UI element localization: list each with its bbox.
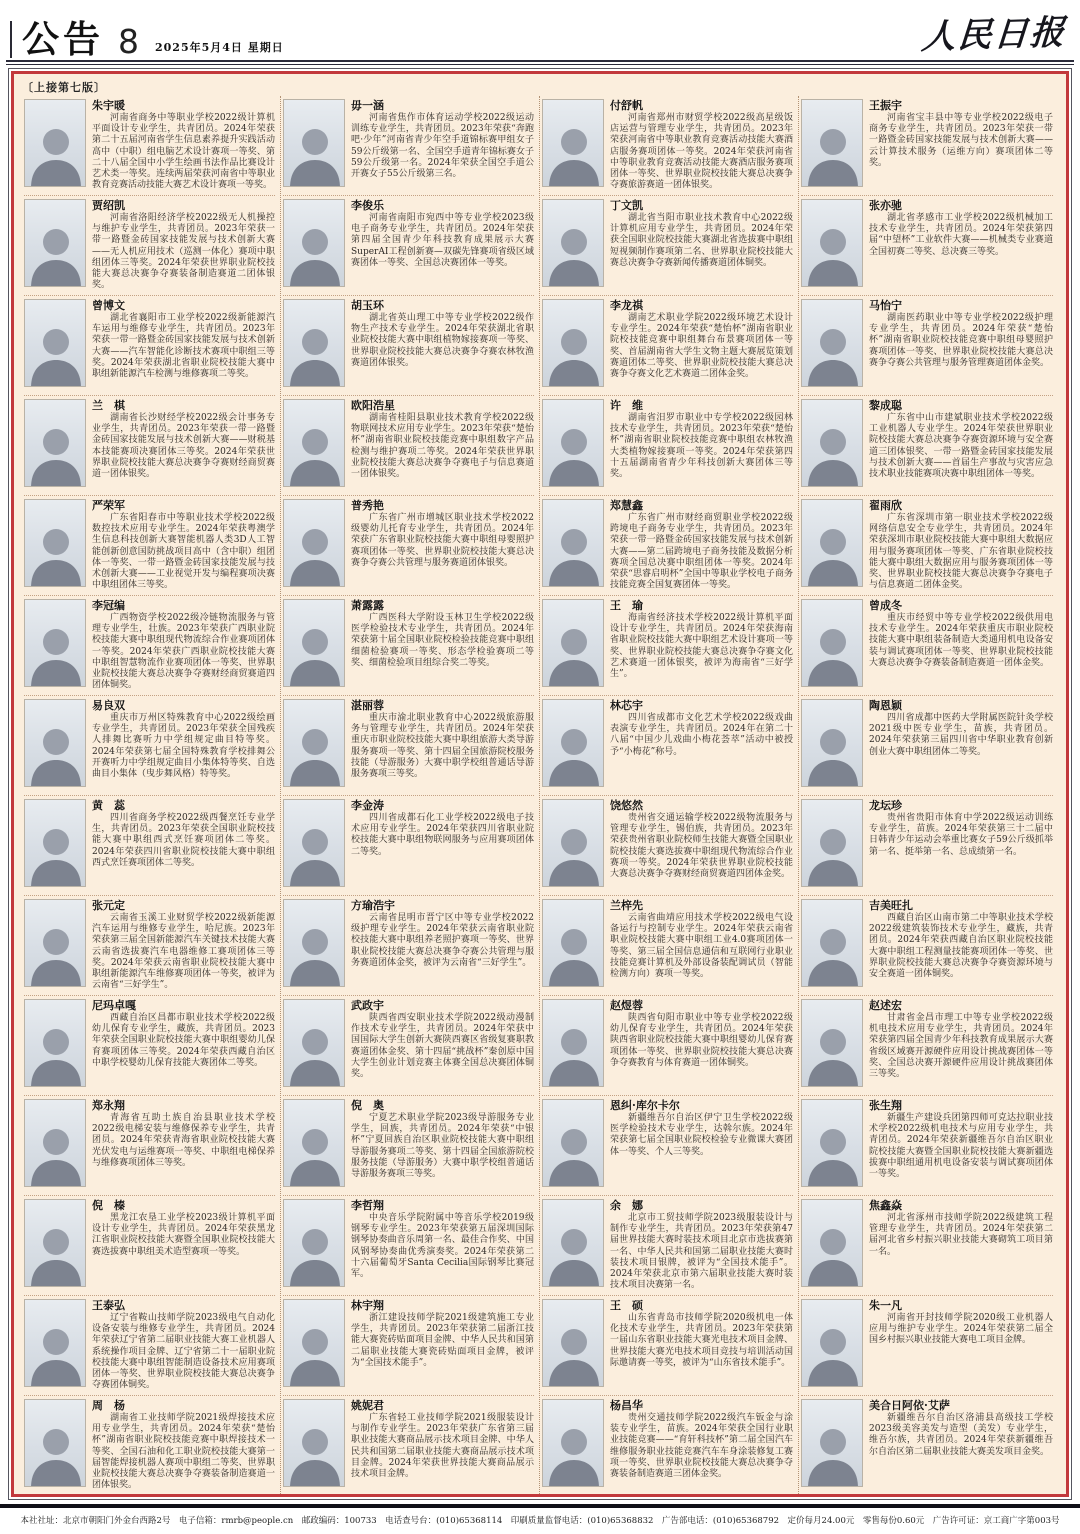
profile-name: 姚妮君 [351,1399,384,1412]
profile-text [869,799,1053,895]
profile-entry [542,796,793,896]
profile-name: 林宇翔 [351,1299,384,1312]
portrait-photo [283,199,345,287]
profile-text [351,99,534,195]
profile-name: 倪 奥 [351,1099,384,1112]
profile-text [869,1199,1053,1295]
profile-bio: 湖南艺术职业学院2022级环境艺术设计专业学生。2024年荣获“楚怡杯”湖南省职业院校技能竞赛中职组舞台布景赛项团体一等奖、首届湖南省大学生文物主题大赛展览策划赛道团体二等奖、世界职业院校技能大赛总决赛争夺赛文化艺术赛道二团体金奖。 [610,313,793,380]
column-2 [281,96,540,1496]
profile-name: 郑慧鑫 [610,499,643,512]
profile-bio: 陕西省旬阳市职业中等专业学校2022级幼儿保育专业学生，共青团员。2024年荣获陕西省职业院校技能大赛中职组婴幼儿保育赛项团体一等奖、世界职业院校技能大赛总决赛争夺赛教育与体育赛道一团体铜奖。 [610,1013,793,1068]
portrait-photo [283,99,345,187]
profile-bio: 湖南医药职业中等专业学校2022级护理专业学生，共青团员。2024年荣获“楚怡杯”湖南省职业院校技能竞赛中职组母婴照护赛项团体一等奖、世界职业院校技能大赛总决赛争夺赛公共管理与服务管理赛道团体金奖。 [869,313,1053,368]
profile-bio: 广东省中山市建斌职业技术学校2022级工业机器人专业学生。2024年荣获世界职业院校技能大赛总决赛争夺赛资源环境与安全赛道三团体银奖、一带一路暨金砖国家技能发展与技术创新大赛——首届生产事故与灾害应急技术职业技能赛项决赛中职组团体一等奖。 [869,413,1053,480]
profile-entry [801,496,1053,596]
portrait-photo [24,399,86,487]
profile-text [92,599,275,695]
portrait-photo [24,599,86,687]
profile-entry [24,296,275,396]
profile-text [869,299,1053,395]
profile-entry [542,496,793,596]
profile-name: 曾成冬 [869,599,902,612]
portrait-photo [801,299,863,387]
profile-bio: 云南省昆明市晋宁区中等专业学校2022级护理专业学生。2024年荣获云南省职业院校技能大赛中职组养老照护赛项一等奖、世界职业院校技能大赛总决赛争夺赛公共管理与服务赛道团体金奖，被评为云南省“三好学生”。 [351,913,534,968]
profile-bio: 重庆市渝北职业教育中心2022级旅游服务与管理专业学生，共青团员。2024年荣获重庆市职业院校技能大赛中职组旅游大类导游服务赛项一等奖、第十四届全国旅游院校服务技能（导游服务）大赛中职学校组普通话导游服务赛项三等奖。 [351,713,534,780]
profile-bio: 黑龙江农垦工业学校2023级计算机平面设计专业学生，共青团员。2024年荣获黑龙江省职业院校技能大赛暨全国职业院校技能大赛选拔赛中职组美术造型赛项一等奖。 [92,1213,275,1257]
profile-name: 欧阳浩星 [351,399,395,412]
profile-text [610,99,793,195]
portrait-photo [283,1199,345,1287]
portrait-photo [542,899,604,987]
profile-bio: 广东省广州市增城区职业技术学校2022级婴幼儿托育专业学生，共青团员。2024年荣获广东省职业院校技能大赛中职组母婴照护赛项团体一等奖、世界职业院校技能大赛总决赛争夺赛公共管理与服务赛道团体银奖。 [351,513,534,568]
profile-entry [24,896,275,996]
profile-text [92,1299,275,1395]
profile-text [351,299,534,395]
profile-text [351,999,534,1095]
profile-name: 胡玉环 [351,299,384,312]
profile-entry [283,596,534,696]
profile-text [610,499,793,595]
portrait-photo [542,1099,604,1187]
header-divider [6,60,1074,65]
profile-text [351,1399,534,1496]
profile-name: 兰梓先 [610,899,643,912]
portrait-photo [542,399,604,487]
portrait-photo [283,899,345,987]
profile-text [869,599,1053,695]
profile-name: 李龙祺 [610,299,643,312]
masthead-logo: 人民日报 [920,12,1068,58]
profile-name: 王泰弘 [92,1299,125,1312]
portrait-photo [24,199,86,287]
portrait-photo [24,799,86,887]
profile-text [869,499,1053,595]
profile-bio: 贵州省交通运输学校2022级物流服务与管理专业学生，锡伯族，共青团员。2023年荣获贵州省职业院校师生技能大赛暨全国职业院校技能大赛选拔赛中职组现代物流综合作业赛项一等奖。2024年荣获世界职业院校技能大赛总决赛争夺赛财经商贸赛道四团体金奖。 [610,813,793,880]
profile-entry [24,396,275,496]
profile-name: 王 硕 [610,1299,643,1312]
profile-bio: 广东省轻工业技师学院2021级服装设计与制作专业学生。2023年荣获广东省第三届职业技能大赛商品展示技术项目金牌、中华人民共和国第二届职业技能大赛商品展示技术项目金牌。2024年荣获世界技能大赛商品展示技术项目金牌。 [351,1413,534,1480]
profile-entry [542,696,793,796]
profile-bio: 新疆维吾尔自治区伊宁卫生学校2022级医学检验技术专业学生，达斡尔族。2024年荣获第七届全国职业院校检验专业微课大赛团体一等奖、个人三等奖。 [610,1113,793,1157]
portrait-photo [542,1299,604,1387]
profile-bio: 湖南省长沙财经学校2022级会计事务专业学生，共青团员。2023年荣获一带一路暨金砖国家技能发展与技术创新大赛——财税基本技能赛项决赛团体三等奖。2024年荣获世界职业院校技能大赛总决赛争夺赛财经商贸赛道一团体银奖。 [92,413,275,480]
profile-text [869,99,1053,195]
profile-name: 湛丽蓉 [351,699,384,712]
profile-text [92,799,275,895]
portrait-photo [542,99,604,187]
portrait-photo [801,1199,863,1287]
profile-entry [283,396,534,496]
profile-name: 周 杨 [92,1399,125,1412]
profile-name: 倪 榛 [92,1199,125,1212]
profile-bio: 新疆生产建设兵团第四师可克达拉职业技术学校2022级机电技术与应用专业学生，共青团员。2024年荣获新疆维吾尔自治区职业院校技能大赛暨全国职业院校技能大赛新疆选拔赛中职组通用机电设备安装与调试赛项团体一等奖。 [869,1113,1053,1180]
profile-text [92,99,275,195]
column-4 [799,96,1058,1496]
profile-bio: 甘肃省金昌市理工中等专业学校2022级机电技术应用专业学生，共青团员。2024年荣获第四届全国青少年科技教育成果展示大赛省级区域赛开源硬件应用设计挑战赛团体一等奖、全国总决赛开源硬件应用设计挑战赛团体三等奖。 [869,1013,1053,1080]
profile-text [869,1399,1053,1496]
profile-text [92,399,275,495]
profile-bio: 山东省青岛市技师学院2020级机电一体化技术专业学生，共青团员。2023年荣获第一届山东省职业技能大赛光电技术项目金牌、世界技能大赛光电技术项目竞技与培训活动国际邀请赛一等奖，被评为“山东省技术能手”。 [610,1313,793,1368]
profile-entry [801,1096,1053,1196]
profile-entry [24,696,275,796]
portrait-photo [801,499,863,587]
portrait-photo [801,799,863,887]
profile-name: 饶悠然 [610,799,643,812]
profile-text [92,699,275,795]
profile-name: 易良双 [92,699,125,712]
profile-text [351,799,534,895]
profile-entry [801,696,1053,796]
profile-bio: 广东省阳春市中等职业技术学校2022级数控技术应用专业学生。2024年荣获粤澳学生信息科技创新大赛智能机器人类3D人工智能创新创意国防挑战项目高中（含中职）组团体一等奖、一带一路暨金砖国家技能发展与技术创新大赛——工业视觉开发与编程赛项决赛中职组团体三等奖。 [92,513,275,591]
profile-bio: 广东省深圳市第一职业技术学校2022级网络信息安全专业学生，共青团员。2024年荣获深圳市职业院校技能大赛中职组大数据应用与服务赛项团体一等奖、广东省职业院校技能大赛中职组大数据应用与服务赛项团体一等奖、世界职业院校技能大赛总决赛争夺赛电子与信息赛道二团体金奖。 [869,513,1053,591]
profile-bio: 辽宁省鞍山技师学院2023级电气自动化设备安装与维修专业学生，共青团员。2024年荣获辽宁省第二届职业技能大赛工业机器人系统操作项目金牌、辽宁省第二十一届职业院校技能大赛中职组智能制造设备技术应用赛项团体一等奖、世界职业院校技能大赛总决赛争夺赛团体铜奖。 [92,1313,275,1391]
profile-text [351,399,534,495]
profile-text [610,299,793,395]
announcement-board [8,68,1072,1500]
portrait-photo [542,699,604,787]
profile-bio: 重庆市万州区特殊教育中心2022级绘画专业学生，共青团员。2023年荣获全国残疾人排舞比赛听力中学组规定曲目特等奖。2024年荣获第七届全国特殊教育学校排舞公开赛听力中学组规定曲目小集体特等奖、自选曲目小集体（曳步舞风格）特等奖。 [92,713,275,780]
profile-bio: 河南省开封技师学院2020级工业机器人应用与维护专业学生。2024年荣获第二届全国乡村振兴职业技能大赛电工项目金牌。 [869,1313,1053,1346]
profile-name: 萧露露 [351,599,384,612]
profile-name: 兰 棋 [92,399,125,412]
profile-entry [283,196,534,296]
portrait-photo [24,1299,86,1387]
page-header [0,0,1080,61]
profile-entry [283,1396,534,1496]
profile-name: 普秀艳 [351,499,384,512]
portrait-photo [283,999,345,1087]
profile-name: 林芯宇 [610,699,643,712]
profile-bio: 西藏自治区山南市第二中等职业技术学校2022级建筑装饰技术专业学生，藏族，共青团员。2024年荣获西藏自治区职业院校技能大赛中职组工程测量技能赛项团体一等奖、世界职业院校技能大赛总决赛争夺赛资源环境与安全赛道一团体铜奖。 [869,913,1053,980]
portrait-photo [542,799,604,887]
column-1 [22,96,281,1496]
profile-name: 焦鑫焱 [869,1199,902,1212]
profile-text [351,199,534,295]
profile-bio: 湖北省孝感市工业学校2022级机械加工技术专业学生，共青团员。2024年荣获第四届“中望杯”工业软件大赛——机械类专业赛道全国初赛二等奖、总决赛三等奖。 [869,213,1053,257]
profile-text [610,999,793,1095]
portrait-photo [801,1299,863,1387]
profile-entry [283,96,534,196]
profile-name: 杨昌华 [610,1399,643,1412]
profile-entry [283,1296,534,1396]
profile-name: 李冠编 [92,599,125,612]
profile-text [610,1099,793,1195]
profile-entry [24,796,275,896]
profile-text [869,999,1053,1095]
profile-name: 郑永翔 [92,1099,125,1112]
profile-entry [801,296,1053,396]
profile-bio: 中央音乐学院附属中等音乐学校2019级钢琴专业学生。2023年荣获第五届深圳国际钢琴协奏曲音乐周第一名、最佳合作奖、中国风钢琴协奏曲优秀演奏奖。2024年荣获第二十六届葡萄牙Santa Cecilia国际钢琴比赛冠军。 [351,1213,534,1280]
profile-name: 张生翔 [869,1099,902,1112]
profile-bio: 湖南省桂阳县职业技术教育学校2022级物联网技术应用专业学生。2023年荣获“楚怡杯”湖南省职业院校技能竞赛中职组数字产品检测与维护赛项二等奖。2024年荣获世界职业院校技能大赛总决赛争夺赛电子与信息赛道一团体银奖。 [351,413,534,480]
portrait-photo [24,899,86,987]
portrait-photo [801,399,863,487]
profile-bio: 云南省曲靖应用技术学校2022级电气设备运行与控制专业学生。2024年荣获云南省职业院校技能大赛中职组工业4.0赛项团体一等奖、第三届全国信息通信和互联网行业职业技能竞赛计算机及外部设备装配调试员（智能检测方向）赛项一等奖。 [610,913,793,980]
profile-text [610,199,793,295]
profile-entry [801,1296,1053,1396]
profile-text [610,1299,793,1395]
profile-bio: 湖南省工业技师学院2021级焊接技术应用专业学生，共青团员。2024年荣获“楚怡杯”湖南省职业院校技能竞赛中职焊接技术一等奖、全国石油和化工职业院校技能大赛第一届智能焊接机器人赛项中职组二等奖、世界职业院校技能大赛总决赛争夺赛装备制造赛道一团体银奖。 [92,1413,275,1491]
portrait-photo [283,1099,345,1187]
profile-bio: 湖北省当阳市职业技术教育中心2022级计算机应用专业学生，共青团员。2024年荣获全国职业院校技能大赛湖北省选拔赛中职组短视频制作赛项第二名、世界职业院校技能大赛总决赛争夺赛新闻传播赛道团体铜奖。 [610,213,793,268]
profile-entry [542,596,793,696]
profile-entry [24,196,275,296]
profile-bio: 湖北省英山理工中等专业学校2022级作物生产技术专业学生。2024年荣获湖北省职业院校技能大赛中职组植物嫁接赛项一等奖、世界职业院校技能大赛总决赛争夺赛农林牧渔赛道团体银奖。 [351,313,534,368]
profile-entry [24,1096,275,1196]
portrait-photo [542,1199,604,1287]
profile-bio: 贵州省贵阳市体育中学2022级运动训练专业学生，苗族。2024年荣获第三十二届中日韩青少年运动会举重比赛女子59公斤级抓举第一名、挺举第一名、总成绩第一名。 [869,813,1053,857]
portrait-photo [801,999,863,1087]
portrait-photo [542,1399,604,1487]
profile-text [92,499,275,595]
portrait-photo [283,499,345,587]
profile-bio: 四川省商务学校2022级西餐烹饪专业学生，共青团员。2023年荣获全国职业院校技能大赛中职组西式烹饪赛项团体二等奖。2024年荣获四川省职业院校技能大赛中职组西式烹饪赛项团体二等奖。 [92,813,275,868]
portrait-photo [283,299,345,387]
profile-bio: 海南省经济技术学校2022级计算机平面设计专业学生，共青团员。2024年荣获海南省职业院校技能大赛中职组艺术设计赛项一等奖、世界职业院校技能大赛总决赛争夺赛文化艺术赛道一团体银奖，被评为海南省“三好学生”。 [610,613,793,680]
profile-entry [801,196,1053,296]
profile-name: 尼玛卓嘎 [92,999,136,1012]
page-footer [0,1504,1080,1534]
profile-name: 王振宇 [869,99,902,112]
announcement-board-inner [11,71,1069,1497]
profile-bio: 重庆市经贸中等专业学校2022级供用电技术专业学生。2024年荣获重庆市职业院校技能大赛中职组装备制造大类通用机电设备安装与调试赛项团体一等奖、世界职业院校技能大赛总决赛争夺赛装备制造赛道一团体金奖。 [869,613,1053,668]
profile-name: 马怡宁 [869,299,902,312]
profile-entry [24,996,275,1096]
profile-bio: 河南省焦作市体育运动学校2022级运动训练专业学生，共青团员。2023年荣获“奔跑吧·少年”河南省青少年空手道锦标赛甲组女子59公斤级第一名、全国空手道青年锦标赛女子59公斤级第一名。2024年荣获全国空手道公开赛女子55公斤级第三名。 [351,113,534,180]
profile-entry [24,1396,275,1496]
profile-entry [542,196,793,296]
profile-entry [542,1096,793,1196]
portrait-photo [24,1099,86,1187]
profile-bio: 河南省南阳市宛西中等专业学校2023级电子商务专业学生，共青团员。2024年荣获第四届全国青少年科技教育成果展示大赛SuperAI工程创新赛—双碳先锋赛项省级区域赛团体一等奖、全国总决赛团体一等奖。 [351,213,534,268]
page-number: 8 [118,22,139,61]
profile-text [869,199,1053,295]
portrait-photo [542,299,604,387]
profile-bio: 湖北省襄阳市工业学校2022级新能源汽车运用与维修专业学生，共青团员。2023年荣获一带一路暨金砖国家技能发展与技术创新大赛——汽车智能化诊断技术赛项中职组三等奖。2024年荣获湖北省职业院校技能大赛中职组新能源汽车检测与维修赛项二等奖。 [92,313,275,380]
profile-text [869,1099,1053,1195]
profile-name: 余 娜 [610,1199,643,1212]
portrait-photo [542,499,604,587]
profile-entry [24,496,275,596]
profile-name: 方瑜浩宇 [351,899,395,912]
profile-text [92,199,275,295]
portrait-photo [801,199,863,287]
profile-bio: 四川省成都石化工业学校2022级电子技术应用专业学生。2024年荣获四川省职业院校技能大赛中职组物联网服务与应用赛项团体二等奖。 [351,813,534,857]
profile-name: 朱宇暖 [92,99,125,112]
profile-bio: 浙江建设技师学院2021级建筑施工专业学生，共青团员。2023年荣获第二届浙江技能大赛瓷砖贴面项目金牌、中华人民共和国第二届职业技能大赛瓷砖贴面项目金牌，被评为“全国技术能手”。 [351,1313,534,1368]
profile-bio: 北京市工贸技师学院2023级服装设计与制作专业学生，共青团员。2023年荣获第47届世界技能大赛时装技术项目北京市选拔赛第一名、中华人民共和国第二届职业技能大赛时装技术项目银牌，被评为“全国技术能手”。2024年荣获北京市第六届职业技能大赛时装技术项目决赛第一名。 [610,1213,793,1291]
profile-bio: 河南省宝丰县中等专业学校2022级电子商务专业学生，共青团员。2023年荣获一带一路暨金砖国家技能发展与技术创新大赛——云计算技术服务（运维方向）赛项团体二等奖。 [869,113,1053,168]
profile-entry [24,96,275,196]
profile-name: 美合日阿依·艾萨 [869,1399,950,1412]
portrait-photo [801,599,863,687]
profile-name: 吉美旺扎 [869,899,913,912]
portrait-photo [24,299,86,387]
profile-bio: 云南省玉溪工业财贸学校2022级新能源汽车运用与维修专业学生，哈尼族。2023年荣获第三届全国新能源汽车关键技术技能大赛云南省选拔赛汽车电器维修工赛项团体三等奖。2024年荣获云南省职业院校技能大赛中职组新能源汽车维修赛项团体一等奖，被评为云南省“三好学生”。 [92,913,275,991]
profile-text [610,899,793,995]
portrait-photo [24,99,86,187]
profile-name: 武政宇 [351,999,384,1012]
profile-name: 李哲翔 [351,1199,384,1212]
profile-entry [542,996,793,1096]
profile-bio: 广西物资学校2022级冷链物流服务与管理专业学生，壮族。2023年荣获广西职业院校技能大赛中职组现代物流综合作业赛项团体一等奖。2024年荣获广西职业院校技能大赛中职组智慧物流作业赛项团体一等奖、世界职业院校技能大赛总决赛争夺赛财经商贸赛道四团体铜奖。 [92,613,275,691]
profile-name: 赵述宏 [869,999,902,1012]
profile-entry [801,96,1053,196]
profile-entry [542,1396,793,1496]
profile-entry [24,596,275,696]
column-3 [540,96,799,1496]
profile-entry [24,1296,275,1396]
profile-entry [542,96,793,196]
portrait-photo [24,1199,86,1287]
profile-bio: 新疆维吾尔自治区洛浦县高级技工学校2023级美容美发与造型（美发）专业学生，维吾尔族，共青团员。2024年荣获新疆维吾尔自治区第二届职业技能大赛美发项目金奖。 [869,1413,1053,1457]
profile-name: 李俊乐 [351,199,384,212]
profile-entry [283,496,534,596]
portrait-photo [24,1399,86,1487]
portrait-photo [801,1099,863,1187]
profile-name: 黄 蕊 [92,799,125,812]
profile-entry [283,1096,534,1196]
profile-text [351,899,534,995]
profile-name: 曾博文 [92,299,125,312]
profile-text [92,299,275,395]
profile-grid [22,96,1058,1496]
profile-text [351,1199,534,1295]
profile-bio: 广西医科大学附设玉林卫生学校2022级医学检验技术专业学生，共青团员。2024年荣获第十届全国职业院校检验技能竞赛中职组细菌检验赛项一等奖、形态学检验赛项二等奖、细菌检验项目组综合奖二等奖。 [351,613,534,668]
publication-date: 2025年5月4日 星期日 [155,41,284,54]
profile-text [869,1299,1053,1395]
profile-text [610,1399,793,1496]
profile-text [351,699,534,795]
profile-entry [542,896,793,996]
continuation-note: 〔上接第七版〕 [22,81,106,94]
portrait-photo [542,999,604,1087]
profile-text [610,699,793,795]
profile-text [351,599,534,695]
header-left [10,17,284,61]
profile-bio: 河南省郑州市财贸学校2022级高星级饭店运营与管理专业学生，共青团员。2023年荣获河南省中等职业教育竞赛活动技能大赛酒店服务赛项团体一等奖。2024年荣获河南省中等职业教育竞赛活动技能大赛酒店服务赛项团体一等奖、世界职业院校技能大赛总决赛争夺赛旅游赛道一团体银奖。 [610,113,793,191]
profile-entry [801,896,1053,996]
portrait-photo [24,499,86,587]
portrait-photo [24,699,86,787]
portrait-photo [24,999,86,1087]
profile-text [92,1199,275,1295]
profile-entry [283,896,534,996]
profile-name: 严荣军 [92,499,125,512]
portrait-photo [283,1399,345,1487]
profile-text [610,799,793,895]
profile-entry [283,296,534,396]
profile-text [610,599,793,695]
portrait-photo [801,99,863,187]
profile-name: 许 维 [610,399,643,412]
profile-text [92,999,275,1095]
profile-name: 龙坛珍 [869,799,902,812]
profile-text [869,899,1053,995]
profile-entry [801,596,1053,696]
portrait-photo [283,1299,345,1387]
section-title: 公告 [22,17,104,61]
profile-entry [542,396,793,496]
imprint-text: 本社社址：北京市朝阳门外金台西路2号 电子信箱：rmrb@people.cn 邮政编码：100733 电话查号台：(010)65368114 印刷质量监督电话：(010)65368832 广告部电话：(010)65368792 定价每月24.00元 零售每份0.60元 广告许可证：京工商广字第003号 [20,1516,1060,1526]
profile-entry [542,296,793,396]
profile-entry [283,1196,534,1296]
portrait-photo [801,1399,863,1487]
profile-text [610,399,793,495]
profile-bio: 陕西省西安职业技术学院2022级动漫制作技术专业学生，共青团员。2024年荣获中国国际大学生创新大赛陕西赛区省级复赛职教赛道团体金奖、第十四届“挑战杯”秦创原中国大学生创业计划竞赛主体赛全国总决赛团体铜奖。 [351,1013,534,1080]
profile-entry [801,396,1053,496]
profile-name: 赵煜蓉 [610,999,643,1012]
profile-text [869,399,1053,495]
profile-name: 毋一涵 [351,99,384,112]
profile-bio: 青海省互助土族自治县职业技术学校2022级电梯安装与维修保养专业学生，共青团员。2024年荣获青海省职业院校技能大赛光伏发电与运维赛项一等奖、中职组电梯保养与维修赛项团体三等奖。 [92,1113,275,1168]
profile-name: 贾绍凯 [92,199,125,212]
profile-name: 朱一凡 [869,1299,902,1312]
profile-name: 恩纠·库尔卡尔 [610,1099,680,1112]
profile-entry [801,796,1053,896]
profile-bio: 湖南省汨罗市职业中专学校2022级园林技术专业学生，共青团员。2023年荣获“楚怡杯”湖南省职业院校技能竞赛中职组农林牧渔大类植物嫁接赛项一等奖。2024年荣获第四十五届湖南省青少年科技创新大赛团体三等奖。 [610,413,793,480]
profile-entry [283,796,534,896]
profile-bio: 西藏自治区昌都市职业技术学校2022级幼儿保育专业学生，藏族，共青团员。2023年荣获全国职业院校技能大赛中职组婴幼儿保育赛项团体三等奖。2024年荣获西藏自治区中职学校婴幼儿保育技能大赛团体二等奖。 [92,1013,275,1068]
profile-text [92,899,275,995]
portrait-photo [283,699,345,787]
portrait-photo [283,399,345,487]
portrait-photo [283,599,345,687]
profile-entry [801,1396,1053,1496]
profile-entry [801,1196,1053,1296]
profile-bio: 河南省洛阳经济学校2022级无人机操控与维护专业学生，共青团员。2023年荣获一带一路暨金砖国家技能发展与技术创新大赛——无人机应用技术（巡测一体化）赛项中职组团体三等奖。2024年荣获世界职业院校技能大赛总决赛争夺赛装备制造赛道二团体银奖。 [92,213,275,291]
portrait-photo [542,199,604,287]
profile-name: 翟雨欣 [869,499,902,512]
profile-bio: 四川省成都中医药大学附属医院针灸学校2021级中医专业学生，苗族，共青团员。2024年荣获第三届四川省中华职业教育创新创业大赛中职组团体二等奖。 [869,713,1053,757]
profile-bio: 四川省成都市文化艺术学校2022级戏曲表演专业学生，共青团员。2024年在第二十八届“中国少儿戏曲小梅花荟萃”活动中被授予“小梅花”称号。 [610,713,793,757]
profile-bio: 河南省商务中等职业学校2022级计算机平面设计专业学生，共青团员。2024年荣获第二十五届河南省学生信息素养提升实践活动高中（中职）组电脑艺术设计赛项一等奖、第二十八届全国中小学生绘画书法作品比赛设计艺术类一等奖。连续两届荣获河南省中等职业教育竞赛活动技能大赛艺术设计赛项一等奖。 [92,113,275,191]
portrait-photo [801,899,863,987]
portrait-photo [542,599,604,687]
profile-entry [283,996,534,1096]
profile-text [351,1299,534,1395]
profile-text [92,1099,275,1195]
profile-text [869,699,1053,795]
profile-name: 张亦驰 [869,199,902,212]
profile-entry [24,1196,275,1296]
profile-name: 付舒帆 [610,99,643,112]
profile-bio: 宁夏艺术职业学院2023级导游服务专业学生，回族，共青团员。2024年荣获“中银杯”宁夏回族自治区职业院校技能大赛中职组导游服务赛项二等奖、第十四届全国旅游院校服务技能（导游服务）大赛中职学校组普通话导游服务赛项三等奖。 [351,1113,534,1180]
profile-name: 王 瑜 [610,599,643,612]
portrait-photo [801,699,863,787]
profile-name: 陶恩颖 [869,699,902,712]
profile-entry [283,696,534,796]
profile-entry [542,1196,793,1296]
profile-text [351,1099,534,1195]
profile-name: 丁文凯 [610,199,643,212]
profile-text [610,1199,793,1295]
portrait-photo [283,799,345,887]
profile-bio: 广东省广州市财经商贸职业学校2022级跨境电子商务专业学生，共青团员。2023年荣获一带一路暨金砖国家技能发展与技术创新大赛——第二届跨境电子商务技能及数据分析赛项全国总决赛中职组团体一等奖。2024年荣获“思睿启明杯”全国中等职业学校电子商务技能竞赛全国复赛团体一等奖。 [610,513,793,591]
profile-bio: 贵州交通技师学院2022级汽车钣金与涂装专业学生，苗族。2024年荣获全国行业职业技能竞赛——“育轩科技杯”第二届全国汽车维修服务职业技能竞赛汽车车身涂装修复工赛项一等奖、世界职业院校技能大赛总决赛争夺赛装备制造赛道三团体金奖。 [610,1413,793,1480]
profile-name: 李金涛 [351,799,384,812]
profile-entry [801,996,1053,1096]
profile-text [92,1399,275,1496]
profile-name: 张元定 [92,899,125,912]
profile-name: 黎成聪 [869,399,902,412]
profile-entry [542,1296,793,1396]
profile-text [351,499,534,595]
profile-bio: 河北省涿州市技师学院2022级建筑工程管理专业学生，共青团员。2024年荣获第二届河北省乡村振兴职业技能大赛砌筑工项目第一名。 [869,1213,1053,1257]
